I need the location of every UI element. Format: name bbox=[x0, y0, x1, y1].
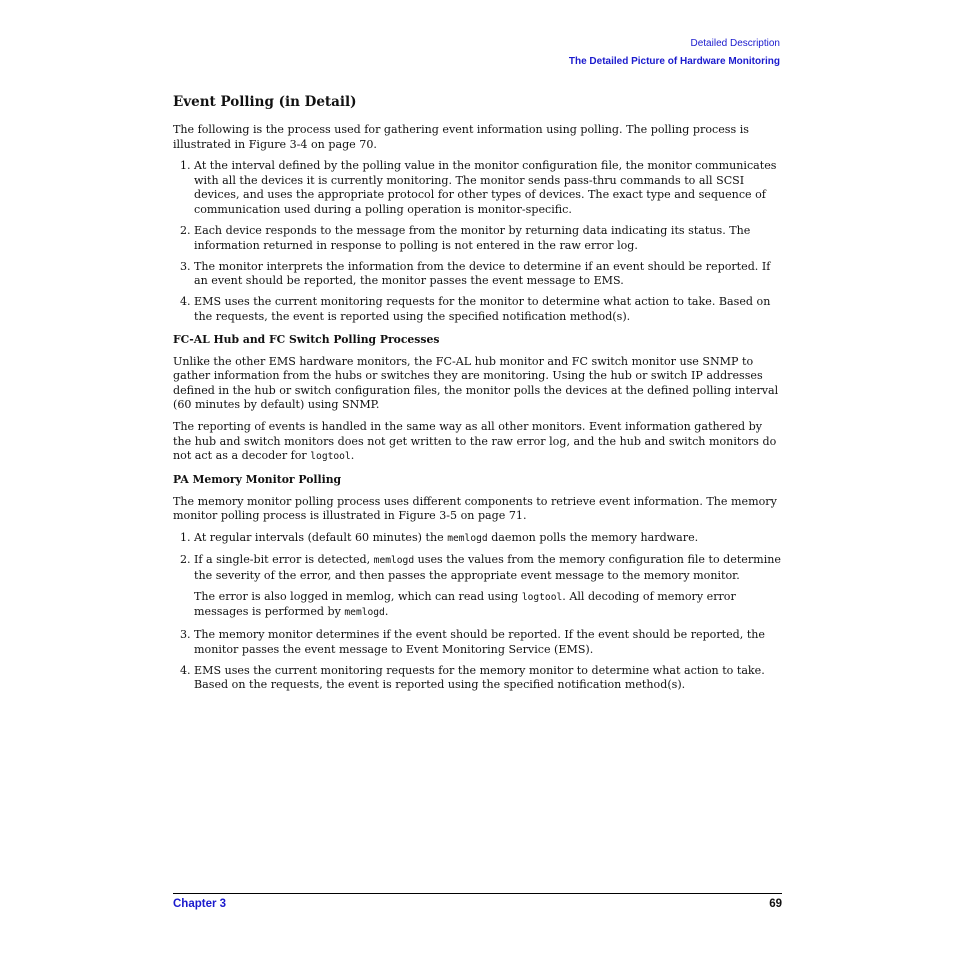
fcal-paragraph-2 bbox=[173, 420, 782, 465]
list-item-number: 1. bbox=[180, 159, 191, 173]
list-item-text: The memory monitor determines if the event should be reported. If the event should be reported, the monitor passes the event message to Event Monitoring Service (EMS). bbox=[194, 627, 765, 656]
list-item-text: At the interval defined by the polling value in the monitor configuration file, the monitor communicates with all the devices it is currently monitoring. The monitor sends pass-thru commands to all SCSI devices, and uses the appropriate protocol for other types of devices. The exact type and sequence of communication used during a polling operation is monitor-specific. bbox=[194, 159, 777, 216]
list-item bbox=[173, 224, 782, 253]
footer-rule bbox=[173, 893, 782, 894]
pa-intro: The memory monitor polling process uses different components to retrieve event information. The memory monitor polling process is illustrated in Figure 3-5 on page 71. bbox=[173, 494, 777, 523]
memory-steps-list bbox=[173, 531, 782, 693]
subsection-heading-fcal: FC-AL Hub and FC Switch Polling Processes bbox=[173, 332, 440, 346]
list-item-number: 1. bbox=[180, 530, 191, 544]
list-item bbox=[173, 553, 782, 583]
list-item-text: Each device responds to the message from the monitor by returning data indicating its status. The information returned in response to polling is not entered in the raw error log. bbox=[194, 224, 751, 252]
list-item bbox=[173, 260, 782, 289]
text-run: . bbox=[350, 449, 355, 463]
list-item-text: EMS uses the current monitoring requests for the monitor to determine what action to take. Based on the requests, the event is reported using the specified notification method(s). bbox=[194, 295, 771, 324]
list-item-number: 4. bbox=[180, 663, 191, 677]
subsection-heading-pa-memory: PA Memory Monitor Polling bbox=[173, 472, 342, 486]
list-item bbox=[173, 295, 782, 324]
footer-page-number: 69 bbox=[769, 898, 782, 910]
list-item-text: The monitor interprets the information from the device to determine if an event should be reported. If an event should be reported, the monitor passes the event message to EMS. bbox=[194, 259, 771, 288]
text-run: uses the values from the memory configuration file to determine the severity of the error, and then passes the appropriate event message to the memory monitor. bbox=[194, 553, 781, 582]
running-header-title: The Detailed Picture of Hardware Monitoring bbox=[568, 56, 780, 67]
list-item bbox=[173, 664, 782, 693]
list-item bbox=[173, 531, 782, 547]
code-memlogd: memlogd bbox=[373, 555, 415, 567]
code-memlogd: memlogd bbox=[344, 607, 385, 619]
section-heading: Event Polling (in Detail) bbox=[173, 94, 357, 110]
list-item bbox=[173, 628, 782, 657]
code-logtool: logtool bbox=[310, 451, 351, 463]
list-item-number: 4. bbox=[180, 295, 191, 309]
list-item bbox=[173, 159, 782, 217]
list-item-number: 3. bbox=[180, 259, 191, 273]
text-run: The reporting of events is handled in the same way as all other monitors. Event information gathered by the hub and switch monitors does not get written to the raw error log, and the hub and switch monitors do not act as a decoder for bbox=[173, 420, 777, 463]
list-item-number: 2. bbox=[180, 224, 191, 238]
footer-chapter: Chapter 3 bbox=[173, 898, 227, 910]
section-intro: The following is the process used for gathering event information using polling. The polling process is illustrated in Figure 3-4 on page 70. bbox=[173, 123, 749, 151]
list-item-note bbox=[173, 590, 782, 621]
text-run: At regular intervals (default 60 minutes) the bbox=[194, 530, 448, 544]
code-logtool: logtool bbox=[521, 591, 563, 603]
text-run: The error is also logged in memlog, which can read using bbox=[194, 589, 522, 603]
text-run: daemon polls the memory hardware. bbox=[487, 530, 699, 544]
text-run: . bbox=[384, 605, 389, 619]
text-run: . All decoding of memory error messages is performed by bbox=[194, 589, 736, 619]
polling-steps-list bbox=[173, 159, 782, 324]
running-header-section: Detailed Description bbox=[690, 38, 780, 49]
list-item-number: 2. bbox=[180, 553, 191, 567]
text-run: If a single-bit error is detected, bbox=[194, 553, 374, 567]
page-body bbox=[173, 94, 782, 700]
list-item-text: EMS uses the current monitoring requests for the memory monitor to determine what action to take. Based on the requests, the event is reported using the specified notification method(s). bbox=[194, 663, 765, 692]
code-memlogd: memlogd bbox=[447, 532, 488, 544]
list-item-number: 3. bbox=[180, 627, 191, 641]
fcal-paragraph-1: Unlike the other EMS hardware monitors, the FC-AL hub monitor and FC switch monitor use SNMP to gather information from the hubs or switches they are monitoring. Using the hub or switch IP addresses defined in the hub or switch configuration files, the monitor polls the devices at the defined polling interval (60 minutes by default) using SNMP. bbox=[173, 354, 779, 412]
